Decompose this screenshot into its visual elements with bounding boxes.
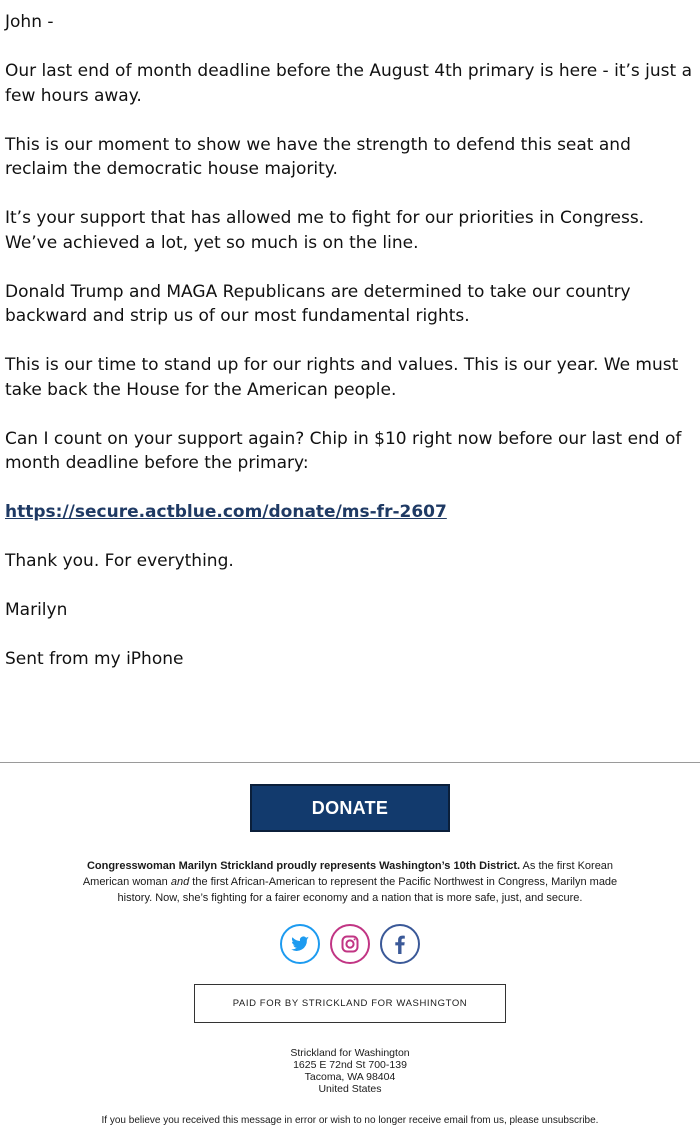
footer (0, 784, 700, 1127)
unsubscribe-notice (0, 1115, 700, 1127)
donate-link-paragraph (5, 500, 695, 525)
email-body (5, 10, 695, 696)
footer-divider (0, 762, 700, 763)
sent-from-line: Sent from my iPhone (5, 649, 184, 669)
paragraph-our-time: This is our time to stand up for our rights and values. This is our year. We must take back the House for the American people. (5, 355, 679, 400)
bio-part-2: the first African-American to represent the Pacific Northwest in Congress, Marilyn made history. Now, she’s fighting for a fairer economy and a nation that is more safe, just, and secure. (117, 876, 618, 904)
unsubscribe-prefix: If you believe you received this message in error or wish to no longer receive email from us, please (101, 1115, 542, 1126)
bio-part-1: As the first Korean American woman (82, 860, 614, 888)
greeting: John - (5, 12, 54, 32)
thanks-line: Thank you. For everything. (5, 551, 234, 571)
paragraph-maga: Donald Trump and MAGA Republicans are determined to take our country backward and strip us of our most fundamental rights. (5, 281, 631, 326)
bio-text (70, 858, 630, 906)
address-line-2: 1625 E 72nd St 700-139 (293, 1059, 407, 1071)
address-line-1: Strickland for Washington (290, 1047, 410, 1059)
address-line-4: United States (318, 1083, 382, 1095)
paragraph-support: It’s your support that has allowed me to fight for our priorities in Congress. We’ve achieved a lot, yet so much is on the line. (5, 208, 645, 253)
instagram-icon[interactable] (330, 924, 370, 964)
paragraph-deadline: Our last end of month deadline before the August 4th primary is here - it’s just a few hours away. (5, 61, 692, 106)
bio-bold: Congresswoman Marilyn Strickland proudly represents Washington’s 10th District. (86, 860, 521, 872)
paid-for-disclaimer: PAID FOR BY STRICKLAND FOR WASHINGTON (194, 984, 506, 1023)
twitter-icon[interactable] (280, 924, 320, 964)
social-links (0, 924, 700, 966)
paragraph-moment: This is our moment to show we have the strength to defend this seat and reclaim the democratic house majority. (5, 134, 631, 179)
signature: Marilyn (5, 600, 68, 620)
donate-button[interactable]: DONATE (250, 784, 450, 832)
bio-italic: and (170, 876, 190, 888)
unsubscribe-link[interactable]: unsubscribe (541, 1115, 596, 1126)
facebook-icon[interactable] (380, 924, 420, 964)
paragraph-ask: Can I count on your support again? Chip in $10 right now before our last end of month deadline before the primary: (5, 428, 682, 473)
mailing-address (0, 1047, 700, 1095)
donate-link[interactable]: https://secure.actblue.com/donate/ms-fr-2607 (5, 502, 447, 522)
unsubscribe-suffix: . (595, 1115, 599, 1126)
address-line-3: Tacoma, WA 98404 (304, 1071, 396, 1083)
